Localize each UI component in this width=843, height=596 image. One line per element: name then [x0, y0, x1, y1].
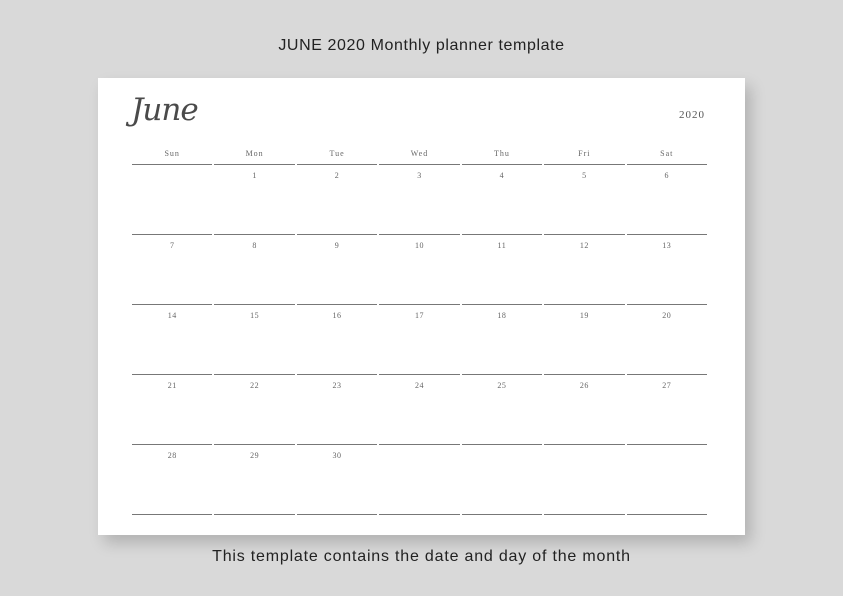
- calendar-grid: [131, 149, 708, 515]
- day-cell: [297, 305, 377, 375]
- day-cell: [462, 445, 542, 515]
- day-number: 16: [332, 311, 342, 320]
- day-cell: [379, 445, 459, 515]
- week-row: [131, 375, 708, 445]
- day-cell: [297, 235, 377, 305]
- day-cell: [379, 375, 459, 445]
- day-cell: [627, 165, 707, 235]
- day-cell: [379, 305, 459, 375]
- day-cell: [544, 305, 624, 375]
- day-number: 29: [250, 451, 260, 460]
- day-number: 1: [252, 171, 257, 180]
- day-number: 27: [662, 381, 672, 390]
- day-cell: [214, 165, 294, 235]
- day-cell: [379, 165, 459, 235]
- day-number: 23: [332, 381, 342, 390]
- weekday-thu: Thu: [462, 149, 542, 165]
- day-cell: [214, 375, 294, 445]
- week-row: [131, 445, 708, 515]
- day-cell: [132, 305, 212, 375]
- weekday-mon: Mon: [214, 149, 294, 165]
- day-cell: [132, 445, 212, 515]
- day-cell: [132, 235, 212, 305]
- day-cell: [132, 375, 212, 445]
- day-cell: [462, 165, 542, 235]
- day-cell: [214, 445, 294, 515]
- bottom-caption: This template contains the date and day of the month: [212, 548, 631, 565]
- week-row: [131, 305, 708, 375]
- week-row: [131, 165, 708, 235]
- day-cell: [544, 235, 624, 305]
- day-number: 17: [414, 311, 424, 320]
- day-cell: [627, 305, 707, 375]
- calendar-sheet: [98, 78, 745, 535]
- weekday-header-row: [131, 149, 708, 165]
- day-number: 14: [167, 311, 177, 320]
- day-cell: [379, 235, 459, 305]
- day-number: 30: [332, 451, 342, 460]
- month-title: June: [131, 92, 198, 128]
- weekday-wed: Wed: [379, 149, 459, 165]
- day-cell: [462, 375, 542, 445]
- top-caption: JUNE 2020 Monthly planner template: [278, 37, 565, 54]
- day-cell: [214, 305, 294, 375]
- day-cell: [297, 375, 377, 445]
- day-number: 7: [169, 241, 175, 250]
- day-number: 11: [497, 241, 507, 250]
- day-number: 21: [167, 381, 177, 390]
- day-cell: [462, 305, 542, 375]
- day-number: 26: [579, 381, 589, 390]
- day-number: 15: [250, 311, 260, 320]
- day-cell: [297, 165, 377, 235]
- day-number: 3: [417, 171, 422, 180]
- day-number: 4: [499, 171, 505, 180]
- day-number: 28: [167, 451, 177, 460]
- day-number: 13: [662, 241, 672, 250]
- day-number: 9: [334, 241, 340, 250]
- day-number: 5: [582, 171, 587, 180]
- day-cell: [297, 445, 377, 515]
- day-cell: [627, 375, 707, 445]
- day-cell: [627, 445, 707, 515]
- day-number: 19: [579, 311, 589, 320]
- day-cell: [627, 235, 707, 305]
- day-number: 6: [664, 171, 669, 180]
- weekday-sun: Sun: [132, 149, 212, 165]
- weekday-sat: Sat: [627, 149, 707, 165]
- day-cell: [462, 235, 542, 305]
- year-label: 2020: [679, 109, 705, 121]
- day-cell: [132, 165, 212, 235]
- weekday-tue: Tue: [297, 149, 377, 165]
- day-number: 20: [662, 311, 672, 320]
- day-cell: [544, 445, 624, 515]
- week-row: [131, 235, 708, 305]
- day-number: 18: [497, 311, 507, 320]
- day-number: 24: [414, 381, 424, 390]
- day-number: 10: [414, 241, 424, 250]
- day-number: 2: [334, 171, 340, 180]
- day-number: 25: [497, 381, 507, 390]
- day-number: 22: [250, 381, 260, 390]
- day-number: 8: [252, 241, 257, 250]
- day-number: 12: [579, 241, 589, 250]
- day-cell: [544, 375, 624, 445]
- day-cell: [214, 235, 294, 305]
- day-cell: [544, 165, 624, 235]
- weekday-fri: Fri: [544, 149, 624, 165]
